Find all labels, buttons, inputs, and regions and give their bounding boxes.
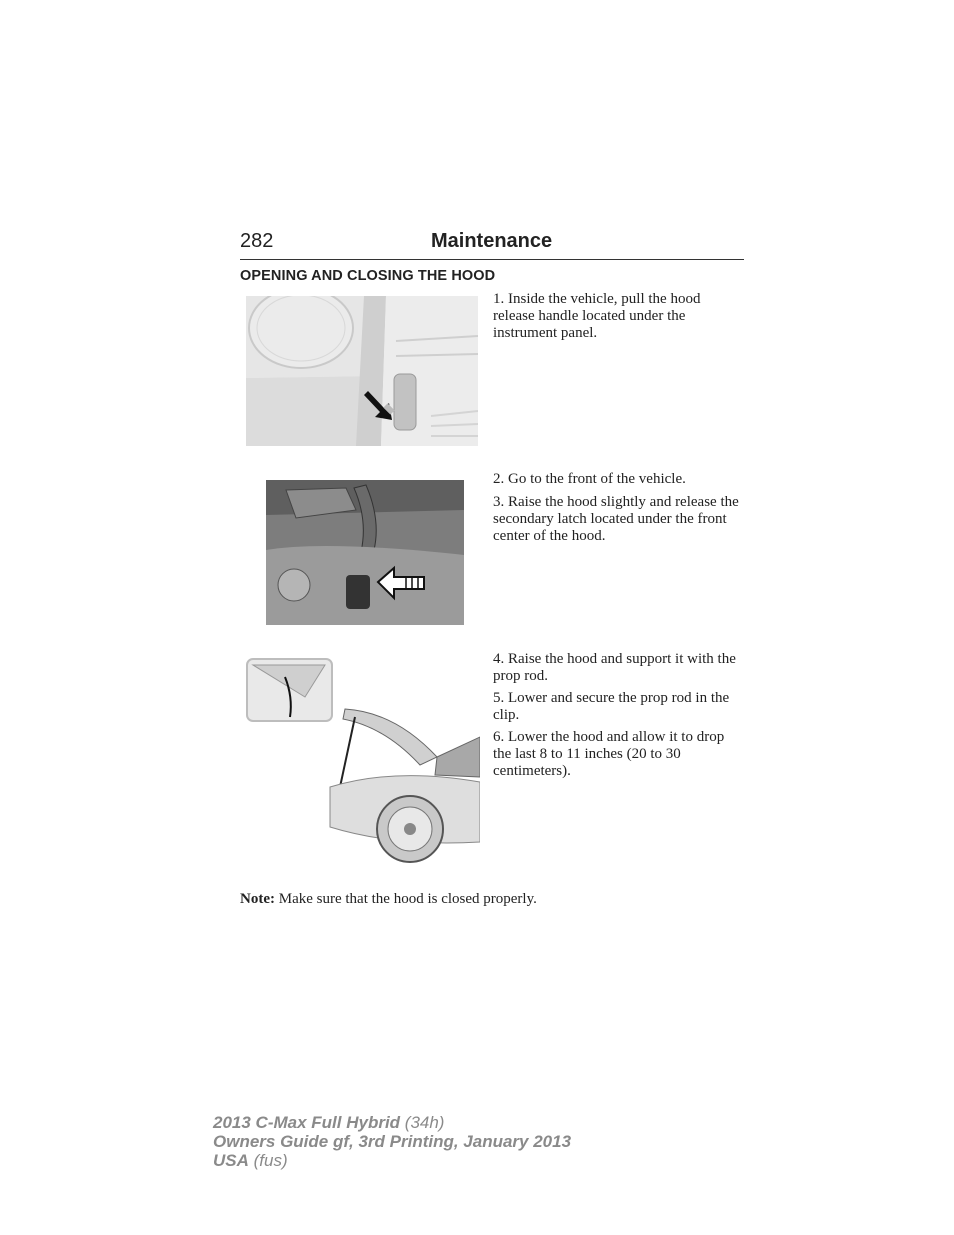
note-text: Make sure that the hood is closed properly.: [274, 891, 537, 907]
page-header-title: Maintenance: [431, 230, 553, 252]
secondary-latch-illustration: [266, 480, 464, 625]
header-rule: [240, 259, 744, 260]
step-2-text: 2. Go to the front of the vehicle.: [493, 471, 686, 487]
footer-model: 2013 C-Max Full Hybrid: [213, 1113, 401, 1132]
step-1-text: 1. Inside the vehicle, pull the hood release handle located under the instrument panel.: [493, 291, 701, 341]
step-6-text: 6. Lower the hood and allow it to drop the last 8 to 11 inches (20 to 30 centimeters).: [493, 729, 725, 779]
footer-model-code: (34h): [400, 1113, 445, 1132]
footer-line-2: [213, 1132, 571, 1151]
note-paragraph: [240, 891, 537, 908]
hood-release-handle-illustration: [246, 296, 478, 446]
note-label: Note:: [240, 891, 275, 907]
footer-guide: Owners Guide gf, 3rd Printing, January 2013: [213, 1132, 572, 1151]
page-number: 282: [240, 230, 274, 252]
hood-prop-rod-illustration: [245, 657, 480, 864]
footer-market-code: (fus): [248, 1151, 288, 1170]
step-3-text: 3. Raise the hood slightly and release the secondary latch located under the front center of the hood.: [493, 494, 739, 544]
footer-line-3: [213, 1151, 288, 1170]
section-title: OPENING AND CLOSING THE HOOD: [240, 268, 496, 284]
footer-line-1: [213, 1113, 444, 1132]
step-5-text: 5. Lower and secure the prop rod in the clip.: [493, 690, 730, 723]
footer-market: USA: [213, 1151, 249, 1170]
step-4-text: 4. Raise the hood and support it with the prop rod.: [493, 651, 736, 684]
